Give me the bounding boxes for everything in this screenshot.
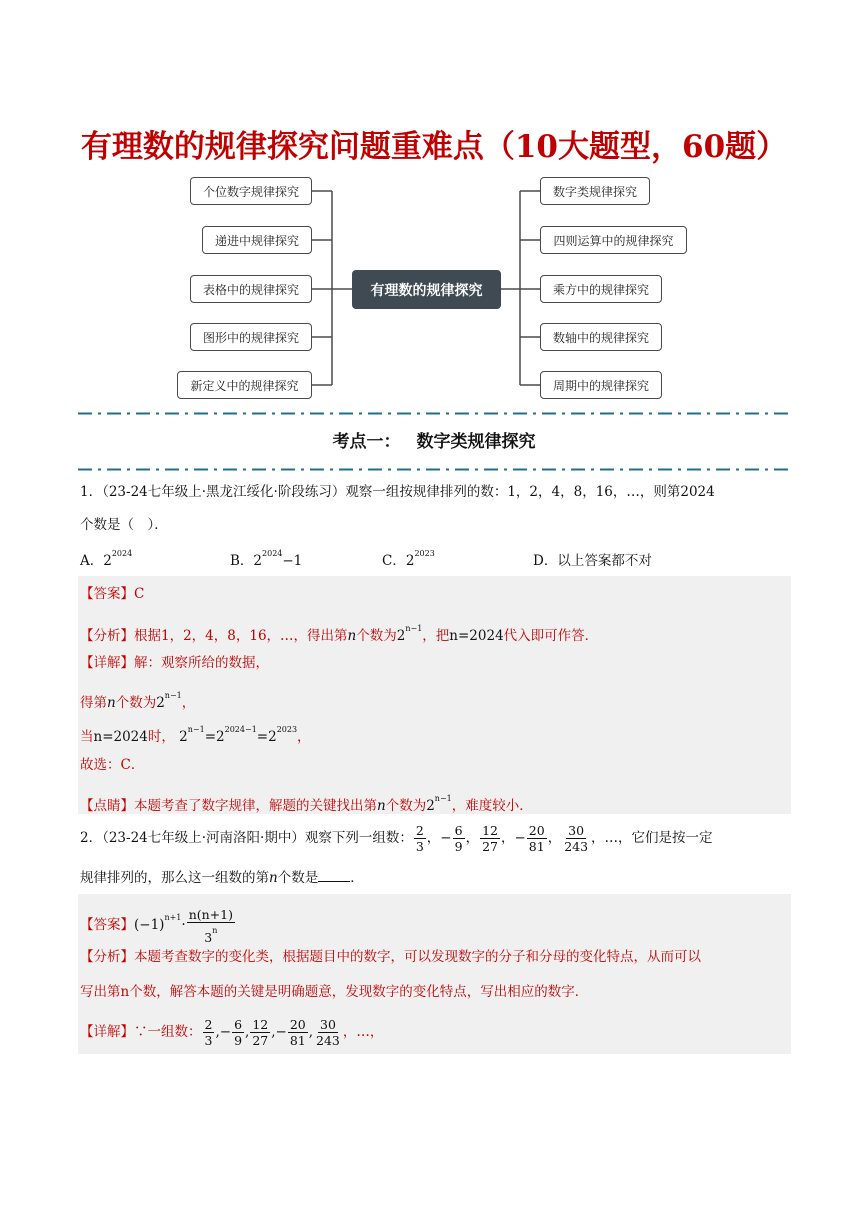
q1-detail-line2: 得第n个数为$2^{n-1}$， (80, 691, 196, 711)
q1-detail-line3: 当n=2024时， $2^{n-1}=2^{2024-1}=2^{2023}$， (80, 725, 311, 745)
mindmap-node-left-2: 递进中规律探究 (202, 226, 312, 254)
q1-option-a: A．$2^{2024}$ (80, 549, 133, 569)
document-title: 有理数的规律探究问题重难点（10大题型，60题） (80, 129, 788, 165)
q1-stem-line2: 个数是（ ）． (80, 517, 168, 533)
q1-analysis: 【分析】根据1，2，4，8，16，…，得出第n个数为$2^{n-1}$，把n=2024代入即可作答． (80, 624, 599, 644)
section-label: 考点一： (332, 432, 401, 452)
mindmap-node-left-1: 个位数字规律探究 (190, 177, 312, 205)
mindmap-node-left-5: 新定义中的规律探究 (177, 371, 312, 399)
section-divider-bottom (78, 468, 790, 471)
q1-answer: 【答案】C (80, 586, 145, 602)
section-name: 数字类规律探究 (416, 432, 536, 452)
q1-option-b: B．$2^{2024}-1$ (230, 549, 303, 569)
mindmap-node-left-3: 表格中的规律探究 (190, 275, 312, 303)
mindmap-node-right-3: 乘方中的规律探究 (540, 275, 662, 303)
q1-detail-line1: 【详解】解：观察所给的数据， (80, 655, 269, 671)
mindmap-connectors (0, 0, 868, 420)
q1-comment: 【点睛】本题考查了数字规律，解题的关键找出第n个数为$2^{n-1}$，难度较小． (80, 794, 533, 814)
q1-option-c: C．$2^{2023}$ (382, 549, 435, 569)
mindmap-center-node: 有理数的规律探究 (352, 270, 501, 309)
section-heading (0, 427, 868, 452)
q2-analysis-line2: 写出第n个数，解答本题的关键是明确题意，发现数字的变化特点，写出相应的数字． (80, 984, 589, 1000)
q2-detail: 【详解】∵一组数： $\frac{2}{3}$ ,− $\frac{6}{9}$ , $\frac{12}{27}$ ,− $\frac{20}{81}$ , $\frac{30}{243}$ ，…， (80, 1017, 384, 1048)
q2-frac-2: $\frac{6}{9}$ (454, 823, 463, 854)
q2-frac-1: $\frac{2}{3}$ (415, 823, 424, 854)
mindmap-node-right-4: 数轴中的规律探究 (540, 323, 662, 351)
q2-answer: 【答案】$(-1)^{n+1}\cdot$ $\frac{n(n+1)}{3^n}$ (80, 906, 233, 945)
section-divider-top (78, 412, 790, 415)
q1-stem-line1: 1．（23-24七年级上·黑龙江绥化·阶段练习）观察一组按规律排列的数：1，2，4，8，16，…，则第2024 (80, 484, 715, 500)
mindmap-node-right-1: 数字类规律探究 (540, 177, 650, 205)
q2-stem-line2: 规律排列的，那么这一组数的第n个数是 ． (80, 870, 364, 886)
q2-frac-3: $\frac{12}{27}$ (482, 823, 498, 854)
q1-option-d: D．以上答案都不对 (533, 553, 652, 569)
q2-frac-5: $\frac{30}{243}$ (564, 823, 589, 854)
q2-stem-line1: 2．（23-24七年级上·河南洛阳·期中）观察下列一组数： $\frac{2}{3}$ ，− $\frac{6}{9}$ ， $\frac{12}{27}$ ，− $\frac{20}{81}$ ， $\frac{30}{243}$ ，…，它们是按一定 (80, 823, 713, 854)
mindmap-node-right-2: 四则运算中的规律探究 (540, 226, 687, 254)
q2-analysis-line1: 【分析】本题考查数字的变化类，根据题目中的数字，可以发现数字的分子和分母的变化特点，从而可以 (80, 949, 701, 965)
q2-frac-4: $\frac{20}{81}$ (528, 823, 545, 854)
mindmap-node-left-4: 图形中的规律探究 (190, 323, 312, 351)
mindmap-node-right-5: 周期中的规律探究 (540, 371, 662, 399)
q1-detail-line4: 故选：C． (80, 757, 145, 773)
answer-blank (318, 868, 350, 882)
